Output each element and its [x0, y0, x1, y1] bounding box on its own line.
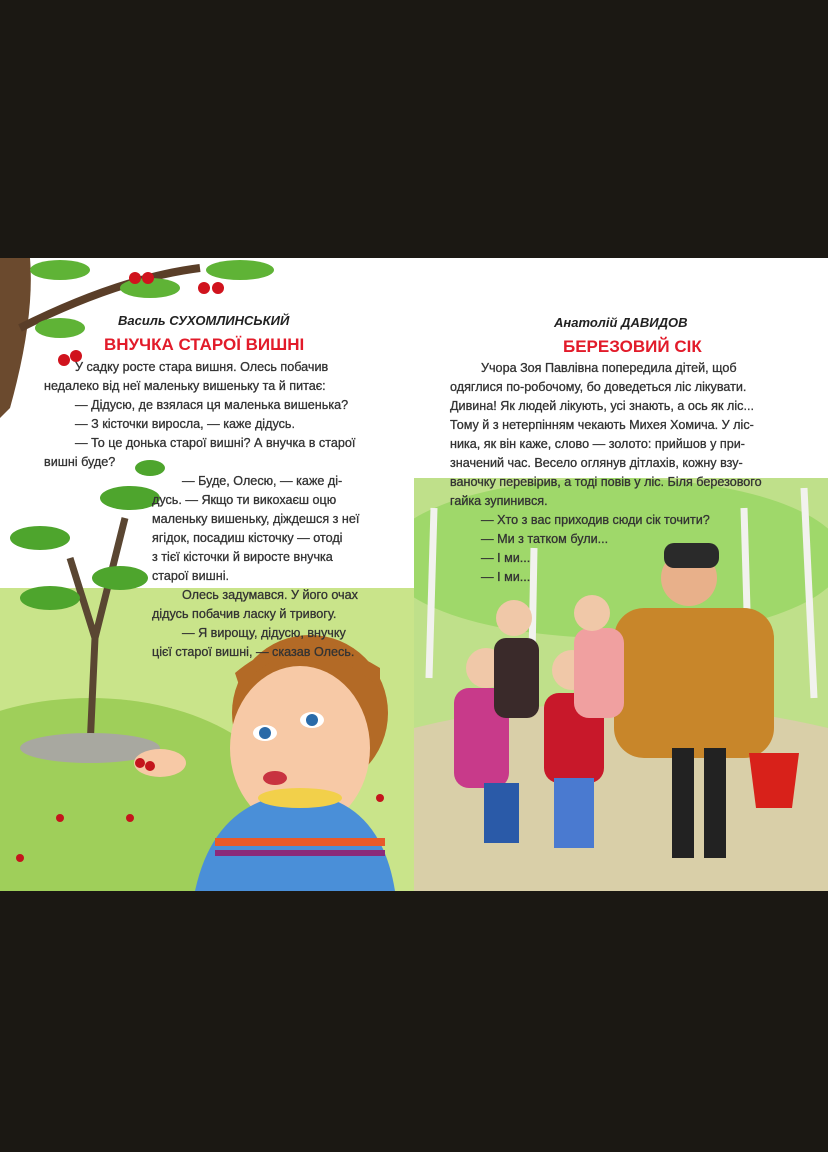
text-line: маленьку вишеньку, діждешся з неї: [152, 512, 360, 526]
text-line: гайка зупинився.: [450, 494, 548, 508]
text-line: У садку росте стара вишня. Олесь побачив: [75, 360, 329, 374]
text-line: Учора Зоя Павлівна попередила дітей, щоб: [481, 361, 737, 375]
author-name: Анатолій ДАВИДОВ: [554, 315, 688, 330]
text-line: — Буде, Олесю, — каже ді-: [182, 474, 343, 488]
story-title: ВНУЧКА СТАРОЇ ВИШНІ: [104, 335, 305, 354]
text-line: старої вишні.: [152, 569, 230, 583]
text-line-dialog: — Ми з татком були...: [481, 532, 609, 546]
story-title: БЕРЕЗОВИЙ СІК: [563, 337, 702, 356]
text-line: ника, як він каже, слово — золото: прийшов у при-: [450, 437, 745, 451]
text-line: Дивина! Як людей лікують, усі знають, а ось як ліс...: [450, 399, 754, 413]
text-line: цієї старої вишні, — сказав Олесь.: [152, 645, 355, 659]
text-line-dialog: — Хто з вас приходив сюди сік точити?: [481, 513, 710, 527]
text-line: з тієї кісточки й виросте внучка: [152, 550, 333, 564]
text-line: недалеко від неї маленьку вишеньку та й питає:: [44, 379, 326, 393]
text-line: — То це донька старої вишні? А внучка в старої: [75, 436, 356, 450]
text-line: — Дідусю, де взялася ця маленька вишенька?: [75, 398, 349, 412]
author-name: Василь СУХОМЛИНСЬКИЙ: [118, 313, 290, 328]
text-line: одяглися по-робочому, бо доведеться ліс лікувати.: [450, 380, 747, 394]
text-line: значений час. Весело оглянув дітлахів, кожну взу-: [450, 456, 743, 470]
text-line: — З кісточки виросла, — каже дідусь.: [75, 417, 295, 431]
text-line-dialog: — І ми...: [481, 551, 531, 565]
text-line: ягідок, посадиш кісточку — отоді: [152, 531, 343, 545]
text-line: вишні буде?: [44, 455, 116, 469]
left-page: [0, 258, 414, 891]
text-line: Олесь задумався. У його очах: [182, 588, 358, 602]
text-line: дідусь побачив ласку й тривогу.: [152, 607, 337, 621]
text-line: Тому й з нетерпінням чекають Михея Хомича. У ліс-: [450, 418, 754, 432]
text-line: ваночку перевірив, а тоді повів у ліс. Біля березового: [450, 475, 762, 489]
text-line: дусь. — Якщо ти викохаєш оцю: [152, 493, 337, 507]
right-page: [414, 258, 828, 891]
text-line: — Я вирощу, дідусю, внучку: [182, 626, 346, 640]
text-line-dialog: — І ми...: [481, 570, 531, 584]
